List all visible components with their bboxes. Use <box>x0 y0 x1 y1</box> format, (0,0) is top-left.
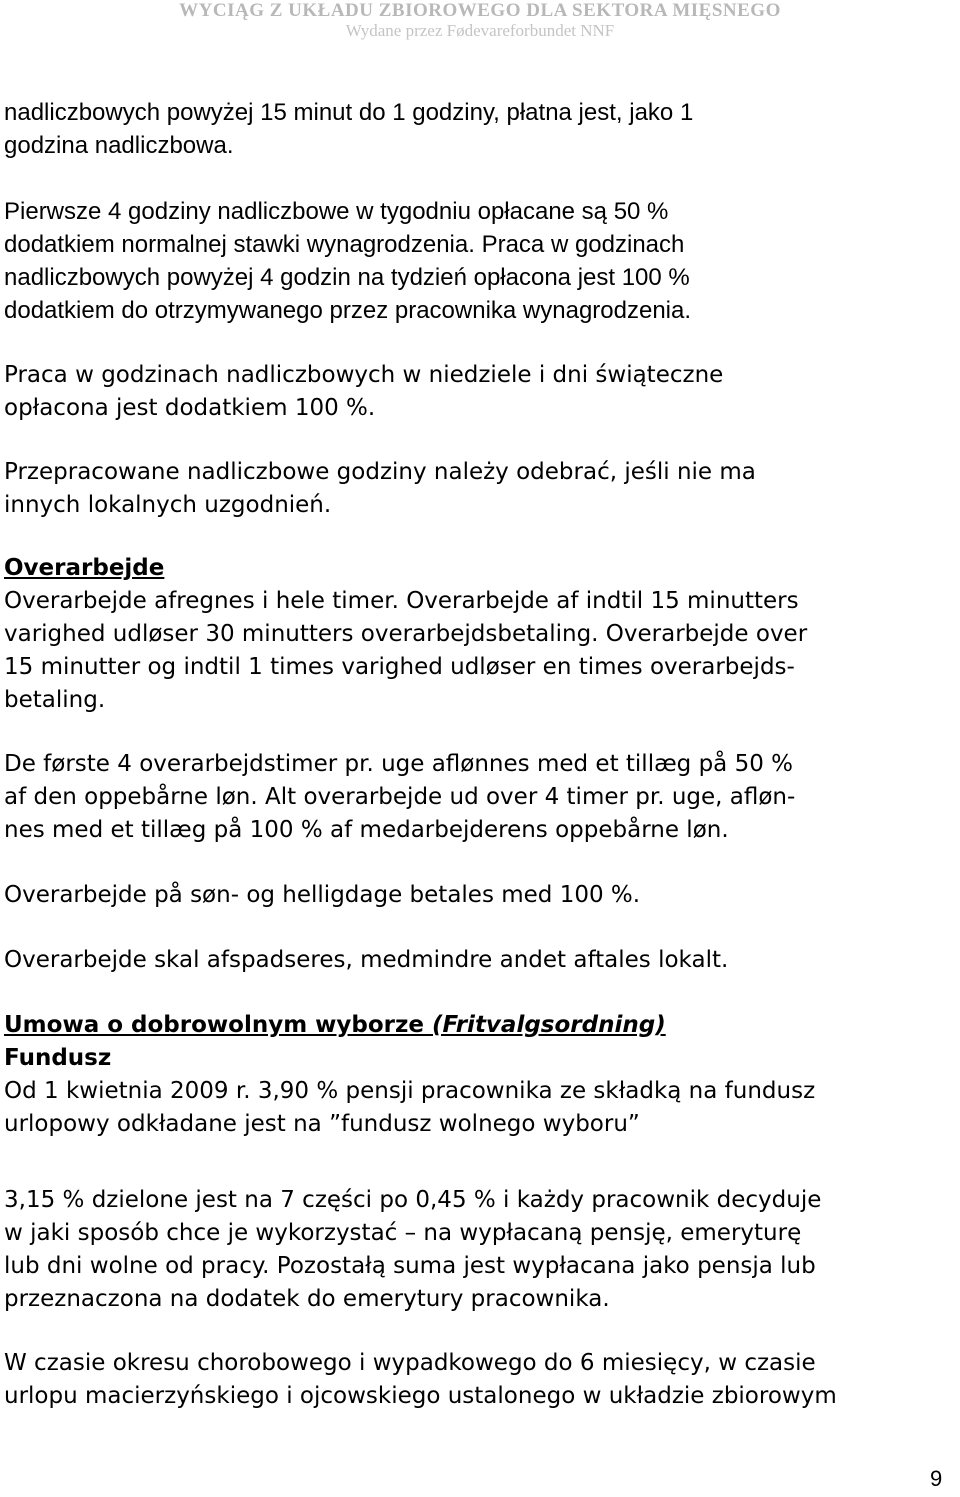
paragraph-holiday-pay <box>4 879 954 912</box>
document-subtitle: Wydane przez Fødevareforbundet NNF <box>345 21 615 40</box>
section-heading <box>4 1009 954 1042</box>
text-line: urlopu macierzyńskiego i ojcowskiego ustalonego w układzie zbiorowym <box>4 1383 837 1409</box>
paragraph-overtime-rates <box>4 195 954 327</box>
text-line: lub dni wolne od pracy. Pozostałą suma jest wypłacana jako pensja lub <box>4 1253 816 1279</box>
text-line: Pierwsze 4 godziny nadliczbowe w tygodniu opłacane są 50 % <box>4 198 669 225</box>
text-line: 15 minutter og indtil 1 times varighed udløser en times overarbejds- <box>4 654 795 680</box>
paragraph-time-off <box>4 456 954 522</box>
heading-text: Umowa o dobrowolnym wyborze <box>4 1012 433 1038</box>
text-line: varighed udløser 30 minutters overarbejdsbetaling. Overarbejde over <box>4 621 808 647</box>
text-line: dodatkiem normalnej stawki wynagrodzenia. Praca w godzinach <box>4 231 685 258</box>
text-line: dodatkiem do otrzymywanego przez pracownika wynagrodzenia. <box>4 297 692 324</box>
paragraph-compensatory-leave <box>4 944 954 977</box>
page-number: 9 <box>930 1466 943 1491</box>
text-line: Overarbejde afregnes i hele timer. Overarbejde af indtil 15 minutters <box>4 588 799 614</box>
text-line: urlopowy odkładane jest na ”fundusz wolnego wyboru” <box>4 1111 640 1137</box>
text-line: betaling. <box>4 687 106 713</box>
paragraph-overtime-pay <box>4 748 954 847</box>
text-line: Przepracowane nadliczbowe godziny należy odebrać, jeśli nie ma <box>4 459 756 485</box>
section-heading: Overarbejde <box>4 555 165 581</box>
document-title: WYCIĄG Z UKŁADU ZBIOROWEGO DLA SEKTORA MIĘSNEGO <box>179 0 781 21</box>
text-line: Overarbejde på søn- og helligdage betales med 100 %. <box>4 882 641 908</box>
text-line: przeznaczona na dodatek do emerytury pracownika. <box>4 1286 610 1312</box>
section-fritvalg <box>4 1009 954 1141</box>
text-line: Overarbejde skal afspadseres, medmindre andet aftales lokalt. <box>4 947 729 973</box>
text-line: nadliczbowych powyżej 4 godzin na tydzień opłacona jest 100 % <box>4 264 690 291</box>
text-line: De første 4 overarbejdstimer pr. uge aflønnes med et tillæg på 50 % <box>4 751 794 777</box>
text-line: godzina nadliczbowa. <box>4 132 234 159</box>
paragraph-overtime-hour <box>4 96 954 162</box>
text-line: innych lokalnych uzgodnień. <box>4 492 332 518</box>
text-line: w jaki sposób chce je wykorzystać – na wypłacaną pensję, emeryturę <box>4 1220 802 1246</box>
text-line: nadliczbowych powyżej 15 minut do 1 godziny, płatna jest, jako 1 <box>4 99 694 126</box>
heading-italic-text: (Fritvalgsordning) <box>432 1012 666 1038</box>
text-line: W czasie okresu chorobowego i wypadkowego do 6 miesięcy, w czasie <box>4 1350 816 1376</box>
text-line: 3,15 % dzielone jest na 7 części po 0,45 % i każdy pracownik decyduje <box>4 1187 822 1213</box>
section-overarbejde <box>4 552 954 717</box>
paragraph-sick-leave <box>4 1347 954 1413</box>
text-line: opłacona jest dodatkiem 100 %. <box>4 395 376 421</box>
text-line: nes med et tillæg på 100 % af medarbejderens oppebårne løn. <box>4 817 729 843</box>
paragraph-distribution <box>4 1184 954 1316</box>
paragraph-sunday-holiday <box>4 359 954 425</box>
subheading-fundusz: Fundusz <box>4 1045 112 1071</box>
text-line: Praca w godzinach nadliczbowych w niedziele i dni świąteczne <box>4 362 724 388</box>
text-line: af den oppebårne løn. Alt overarbejde ud over 4 timer pr. uge, afløn- <box>4 784 796 810</box>
text-line: Od 1 kwietnia 2009 r. 3,90 % pensji pracownika ze składką na fundusz <box>4 1078 816 1104</box>
